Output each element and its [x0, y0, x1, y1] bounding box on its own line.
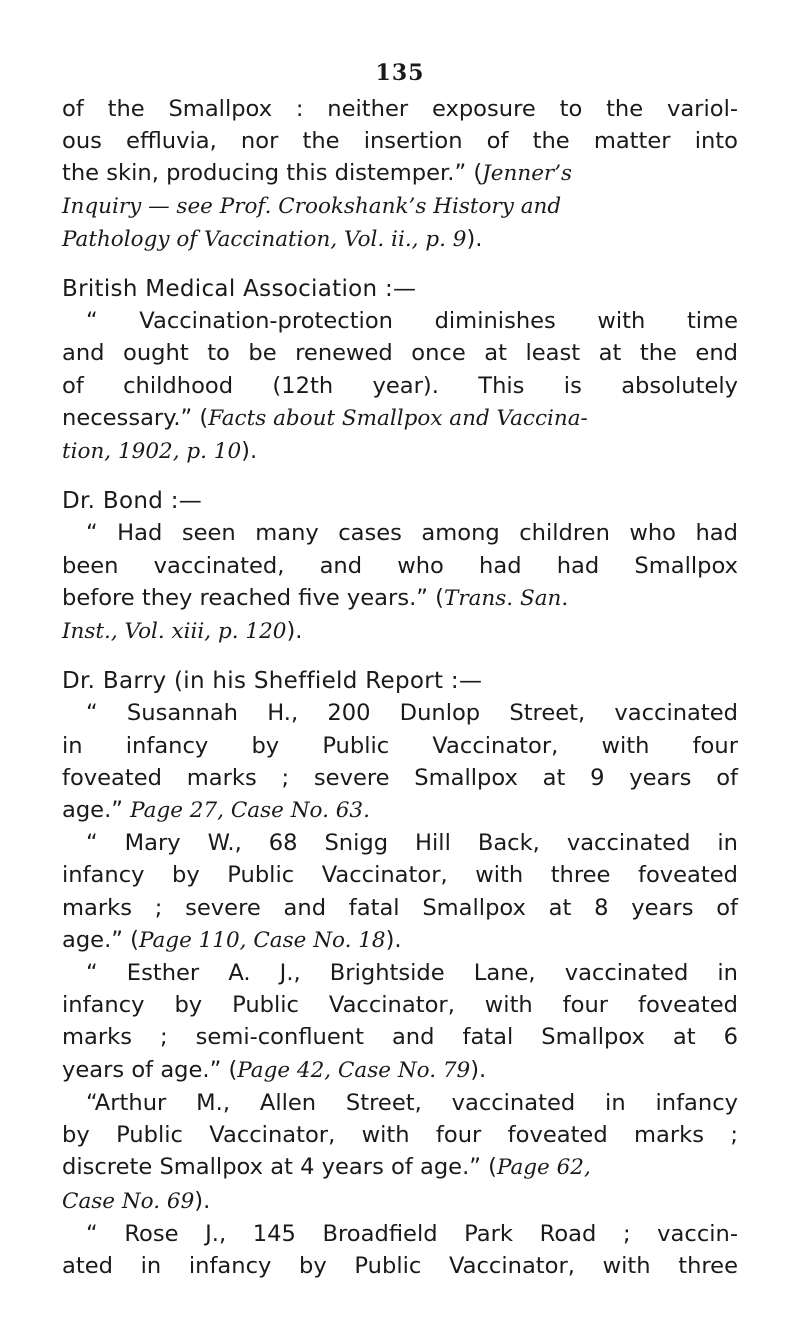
text-line: “Arthur M., Allen Street, vaccinated in infancy	[86, 1089, 738, 1116]
citation-text: tion, 1902, p. 10	[62, 439, 242, 465]
text-run: ).	[466, 225, 483, 252]
text-line: been vaccinated, and who had had Smallpox	[62, 552, 738, 579]
text-line	[62, 794, 738, 827]
text-run: ).	[470, 1056, 487, 1083]
section-barry	[62, 665, 738, 1282]
text-run: necessary.” (	[62, 404, 209, 431]
text-line: in infancy by Public Vaccinator, with four	[62, 732, 738, 759]
text-line: foveated marks ; severe Smallpox at 9 years of	[62, 764, 738, 791]
text-line: of the Smallpox : neither exposure to the variol-	[62, 96, 738, 122]
page-body	[62, 93, 738, 1282]
text-line	[62, 1151, 738, 1184]
text-line	[62, 615, 738, 648]
text-run: ).	[286, 618, 303, 645]
text-run: years of age.” (	[62, 1056, 238, 1083]
section-heading: Dr. Bond :—	[62, 488, 203, 515]
citation-text: Trans. San.	[443, 585, 569, 611]
citation-text: Pathology of Vaccination, Vol. ii., p. 9	[62, 226, 467, 252]
text-line: ous effluvia, nor the insertion of the matter into	[62, 128, 738, 155]
citation-text: Inst., Vol. xiii, p. 120	[62, 619, 287, 645]
text-line: marks ; severe and fatal Smallpox at 8 years of	[62, 894, 738, 921]
section-heading: British Medical Association :—	[62, 276, 417, 303]
text-line	[62, 924, 738, 957]
text-line: “ Mary W., 68 Snigg Hill Back, vaccinated in	[86, 830, 738, 857]
text-run: age.” (	[62, 926, 139, 953]
text-line	[62, 1054, 738, 1087]
text-line	[62, 582, 738, 615]
citation-text: Page 27, Case No. 63.	[130, 798, 370, 824]
text-line: infancy by Public Vaccinator, with three foveated	[62, 862, 738, 889]
text-line	[62, 157, 738, 190]
text-line: “ Rose J., 145 Broadfield Park Road ; vaccin-	[86, 1220, 738, 1247]
text-line: “ Vaccination-protection diminishes with time	[86, 308, 738, 335]
case-mary	[62, 827, 738, 957]
text-run: discrete Smallpox at 4 years of age.” (	[62, 1154, 497, 1181]
text-run: before they reached five years.” (	[62, 584, 444, 611]
text-run: age.”	[62, 797, 131, 824]
citation-line: Inquiry — see Prof. Crookshank’s History and	[62, 193, 562, 219]
citation-text: Case No. 69	[62, 1188, 195, 1214]
paragraph-intro	[62, 93, 738, 256]
text-line: by Public Vaccinator, with four foveated marks ;	[62, 1122, 738, 1149]
section-bma	[62, 273, 738, 468]
text-line	[62, 402, 738, 435]
case-rose	[62, 1218, 738, 1282]
text-line: “ Susannah H., 200 Dunlop Street, vaccinated	[86, 700, 738, 727]
text-line	[62, 435, 738, 468]
text-line: ated in infancy by Public Vaccinator, with three	[62, 1252, 738, 1279]
text-run: ).	[241, 438, 258, 465]
text-run: ).	[194, 1187, 211, 1214]
text-line: of childhood (12th year). This is absolutely	[62, 372, 738, 399]
section-bond	[62, 485, 738, 648]
case-esther	[62, 957, 738, 1087]
text-line: “ Had seen many cases among children who had	[86, 520, 738, 547]
text-line: marks ; semi-confluent and fatal Smallpox at 6	[62, 1024, 738, 1051]
citation-text: Jenner’s	[482, 161, 573, 187]
citation-text: Page 42, Case No. 79	[237, 1057, 471, 1083]
case-arthur	[62, 1087, 738, 1218]
text-line	[62, 223, 738, 256]
case-susannah	[62, 697, 738, 827]
text-run: ).	[385, 926, 402, 953]
citation-text: Facts about Smallpox and Vaccina-	[208, 405, 588, 431]
text-line: “ Esther A. J., Brightside Lane, vaccinated in	[86, 960, 738, 987]
text-line	[62, 1185, 738, 1218]
citation-text: Page 62,	[496, 1155, 591, 1181]
text-line: infancy by Public Vaccinator, with four foveated	[62, 992, 738, 1019]
text-run: the skin, producing this distemper.” (	[62, 160, 483, 187]
citation-text: Page 110, Case No. 18	[138, 927, 386, 953]
page-number: 135	[375, 60, 425, 86]
section-heading: Dr. Barry (in his Sheffield Report :—	[62, 668, 483, 695]
text-line: and ought to be renewed once at least at the end	[62, 340, 738, 367]
